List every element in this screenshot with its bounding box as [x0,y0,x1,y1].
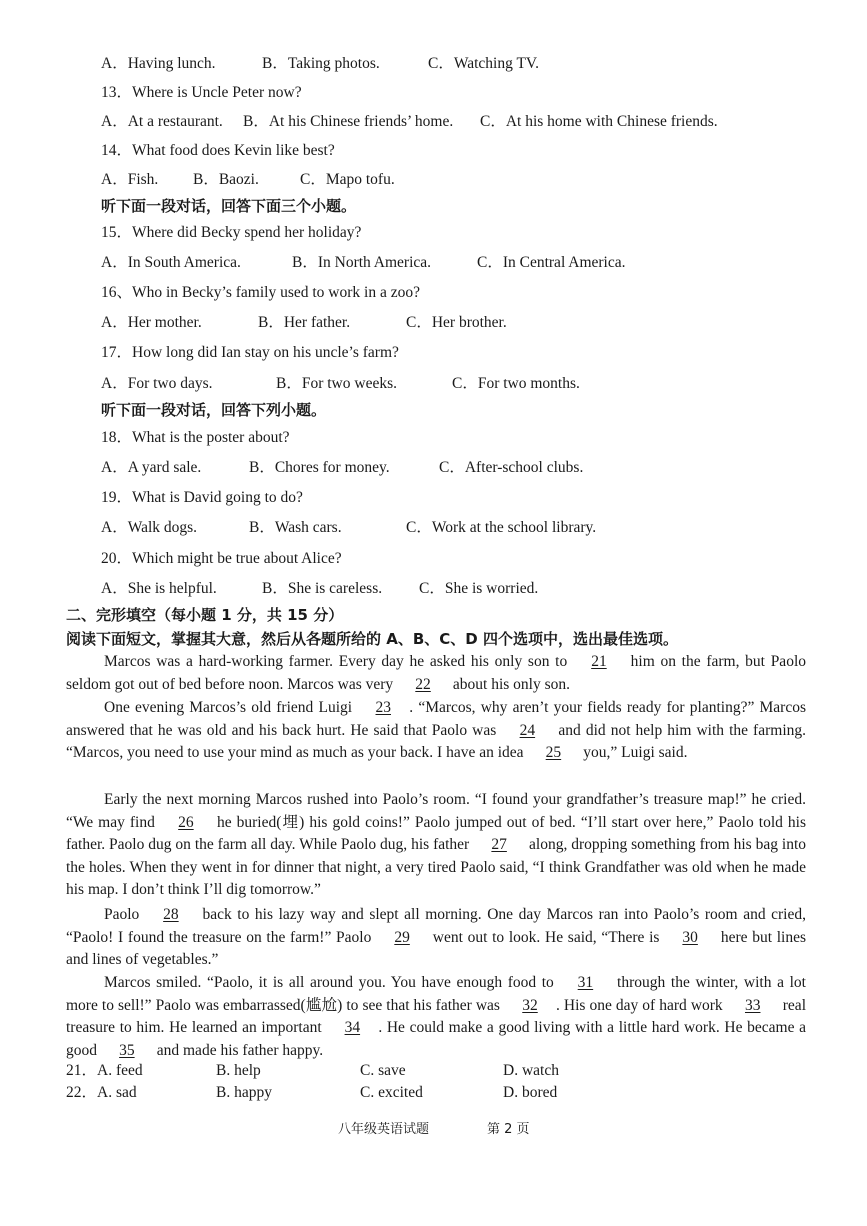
q14-option-a: A．Fish. [101,171,159,188]
q18-option-b: B．Chores for money. [249,459,390,476]
question-20: 20．Which might be true about Alice? [101,550,342,567]
q22-option-a: 22．A. sad [66,1084,137,1101]
q16-option-b: B．Her father. [258,314,351,331]
q18-option-c: C．After-school clubs. [439,459,584,476]
q21-option-d: D. watch [503,1062,559,1079]
q13-option-b: B．At his Chinese friends’ home. [243,113,454,130]
footer-page-number: 第 2 页 [487,1122,530,1137]
q15-option-a: A．In South America. [101,254,241,271]
blank-29[interactable]: 29 [394,928,410,946]
blank-21[interactable]: 21 [591,653,607,670]
q21-option-c: C. save [360,1062,406,1079]
passage-paragraph-1: Marcos was a hard-working farmer. Every day he asked his only son to 21 him on the farm, but Paolo seldom got out of bed before noon. Marcos was very 22 about his only son. [66,651,806,696]
q18-option-a: A．A yard sale. [101,459,202,476]
q21-option-a: 21．A. feed [66,1062,143,1079]
q13-option-c: C．At his home with Chinese friends. [480,113,718,130]
q15-option-b: B．In North America. [292,254,432,271]
q17-option-c: C．For two months. [452,375,580,392]
blank-34[interactable]: 34 [344,1019,361,1037]
q12-option-c: C．Watching TV. [428,55,539,72]
passage-paragraph-3: Early the next morning Marcos rushed into Paolo’s room. “I found your grandfather’s treasure map!” he cried. “We may find 26 he buried(埋) his gold coins!” Paolo jumped out of bed. “I’ll start over here,” Paolo told his father. Paolo dug on the farm all day. While Paolo dug, his father 27 along, dropping something from his bag into the holes. When they went in for dinner that night, a very tired Paolo said, “I think Grandfather was old when he made his map. I don’t think I’ll dig tomorrow.” [66,791,807,899]
q12-option-a: A．Having lunch. [101,55,216,72]
question-19: 19．What is David going to do? [101,489,303,506]
q19-option-c: C．Work at the school library. [406,519,597,536]
q20-option-b: B．She is careless. [262,580,383,597]
instruction-1: 听下面一段对话，回答下面三个小题。 [101,197,357,215]
question-14: 14．What food does Kevin like best? [101,142,335,159]
blank-30[interactable]: 30 [682,928,698,946]
instruction-3: 阅读下面短文，掌握其大意，然后从各题所给的 A、B、C、D 四个选项中，选出最佳选项。 [66,630,678,648]
q22-option-d: D. bored [503,1084,558,1101]
question-13: 13．Where is Uncle Peter now? [101,84,302,101]
question-18: 18．What is the poster about? [101,429,290,446]
question-15: 15．Where did Becky spend her holiday? [101,224,362,241]
blank-33[interactable]: 33 [744,996,761,1014]
instruction-2: 听下面一段对话，回答下列小题。 [101,401,327,419]
blank-28[interactable]: 28 [163,906,179,923]
footer-exam-title: 八年级英语试题 [338,1122,430,1137]
passage-paragraph-4: Paolo 28 back to his lazy way and slept all morning. One day Marcos ran into Paolo’s room and cried, “Paolo! I found the treasure on the farm!” Paolo 29 went out to look. He said, “There is 30 here but lines and lines of vegetables.” [66,906,806,969]
section-2-heading: 二、完形填空（每小题 1 分，共 15 分） [66,606,344,624]
q14-option-b: B．Baozi. [193,171,259,188]
blank-26[interactable]: 26 [178,813,194,831]
q22-option-b: B. happy [216,1084,272,1101]
q19-option-a: A．Walk dogs. [101,519,198,536]
blank-25[interactable]: 25 [545,744,562,762]
blank-24[interactable]: 24 [519,721,536,739]
blank-27[interactable]: 27 [491,836,507,854]
q13-option-a: A．At a restaurant. [101,113,223,130]
passage-paragraph-2: One evening Marcos’s old friend Luigi 23 . “Marcos, why aren’t your fields ready for planting?” Marcos answered that he was old and his back hurt. He said that Paolo was 24 and did not help him with the farming. “Marcos, you need to use your mind as much as your back. I have an idea 25 you,” Luigi said. [66,697,806,765]
q12-option-b: B．Taking photos. [262,55,380,72]
q19-option-b: B．Wash cars. [249,519,342,536]
passage-paragraph-5: Marcos smiled. “Paolo, it is all around you. You have enough food to 31 through the winter, with a lot more to sell!” Paolo was embarrassed(尴尬) to see that his father was 32 . His one day of hard work 33 real treasure to him. He learned an important 34 . He could make a good living with a little hard work. He became a good 35 and made his father happy. [66,972,806,1062]
blank-32[interactable]: 32 [522,996,538,1014]
blank-31[interactable]: 31 [577,974,594,991]
question-17: 17．How long did Ian stay on his uncle’s farm? [101,344,399,361]
q14-option-c: C．Mapo tofu. [300,171,395,188]
q15-option-c: C．In Central America. [477,254,626,271]
blank-23[interactable]: 23 [375,699,391,716]
q21-option-b: B. help [216,1062,261,1079]
q17-option-a: A．For two days. [101,375,213,392]
q17-option-b: B．For two weeks. [276,375,397,392]
q20-option-c: C．She is worried. [419,580,539,597]
q16-option-c: C．Her brother. [406,314,507,331]
q22-option-c: C. excited [360,1084,423,1101]
q20-option-a: A．She is helpful. [101,580,217,597]
blank-35[interactable]: 35 [119,1041,135,1059]
question-16: 16、Who in Becky’s family used to work in a zoo? [101,284,420,301]
q16-option-a: A．Her mother. [101,314,202,331]
blank-22[interactable]: 22 [415,675,431,693]
